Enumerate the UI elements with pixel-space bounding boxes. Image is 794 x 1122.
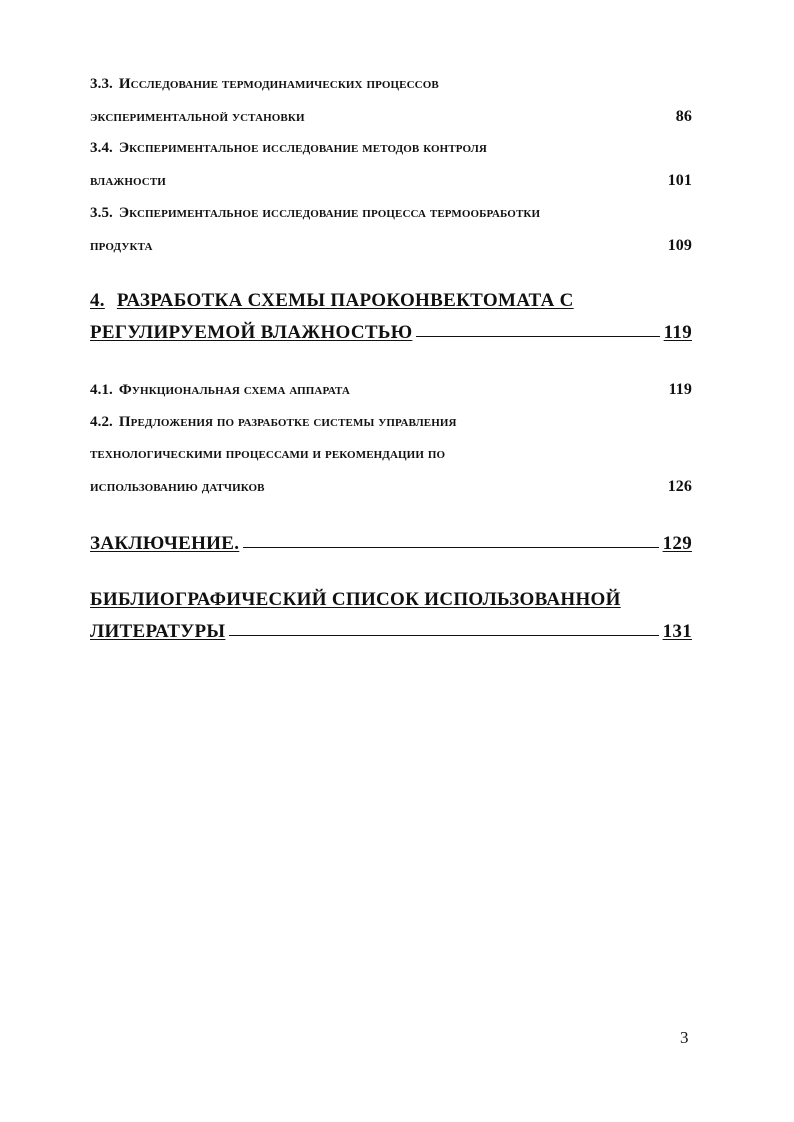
toc-entry-3-4-line2 bbox=[90, 172, 692, 190]
toc-entry-4-2-line1 bbox=[90, 414, 692, 431]
toc-entry-4-2-line3 bbox=[90, 478, 692, 496]
toc-page-number: 109 bbox=[667, 237, 692, 254]
toc-entry-3-5-line2 bbox=[90, 237, 692, 255]
toc-title-cont: влажности bbox=[90, 173, 166, 189]
toc-title-cont: использованию датчиков bbox=[90, 479, 265, 495]
toc-page-number: 126 bbox=[667, 478, 692, 495]
toc-title-cont: РЕГУЛИРУЕМОЙ ВЛАЖНОСТЬЮ bbox=[90, 322, 413, 343]
toc-page-number: 101 bbox=[667, 172, 692, 189]
toc-conclusion bbox=[90, 533, 692, 555]
toc-page-number: 86 bbox=[675, 108, 692, 125]
toc-entry-3-3-line2 bbox=[90, 108, 692, 126]
page-number: 3 bbox=[680, 1028, 689, 1047]
toc-page-number: 129 bbox=[662, 533, 692, 554]
toc-number: 4. bbox=[90, 290, 105, 311]
toc-number: 3.4. bbox=[90, 140, 113, 156]
toc-number: 3.5. bbox=[90, 205, 113, 221]
toc-title-cont: технологическими процессами и рекомендации по bbox=[90, 446, 446, 462]
toc-title: Исследование термодинамических процессов bbox=[118, 76, 439, 92]
toc-leader-line bbox=[416, 336, 659, 337]
toc-chapter-4-line1 bbox=[90, 290, 692, 312]
toc-title: Экспериментальное исследование процесса термообработки bbox=[118, 205, 541, 221]
toc-entry-3-4-line1 bbox=[90, 140, 692, 157]
toc-page-number: 119 bbox=[663, 322, 692, 343]
toc-page-number: 131 bbox=[662, 621, 692, 642]
toc-entry-4-2-line2 bbox=[90, 446, 692, 463]
toc-number: 4.1. bbox=[90, 382, 113, 398]
toc-title: Экспериментальное исследование методов контроля bbox=[118, 140, 487, 156]
toc-title: РАЗРАБОТКА СХЕМЫ ПАРОКОНВЕКТОМАТА С bbox=[116, 290, 574, 311]
toc-title: БИБЛИОГРАФИЧЕСКИЙ СПИСОК ИСПОЛЬЗОВАННОЙ bbox=[90, 589, 621, 610]
toc-leader-line bbox=[229, 635, 658, 636]
toc-chapter-4-line2 bbox=[90, 322, 692, 344]
toc-number: 4.2. bbox=[90, 414, 113, 430]
toc-title: Функциональная схема аппарата bbox=[118, 382, 350, 398]
toc-title-cont: ЛИТЕРАТУРЫ bbox=[90, 621, 226, 642]
toc-title: Предложения по разработке системы управления bbox=[118, 414, 457, 430]
toc-entry-3-3-line1 bbox=[90, 76, 692, 93]
toc-title: ЗАКЛЮЧЕНИЕ. bbox=[90, 533, 240, 554]
toc-entry-3-5-line1 bbox=[90, 205, 692, 222]
toc-bibliography-line1 bbox=[90, 589, 692, 611]
toc-bibliography-line2 bbox=[90, 621, 692, 643]
toc-number: 3.3. bbox=[90, 76, 113, 92]
toc-entry-4-1 bbox=[90, 381, 692, 399]
toc-title-cont: экспериментальной установки bbox=[90, 109, 305, 125]
toc-title-cont: продукта bbox=[90, 238, 153, 254]
toc-page-number: 119 bbox=[668, 381, 692, 398]
toc-leader-line bbox=[243, 547, 658, 548]
